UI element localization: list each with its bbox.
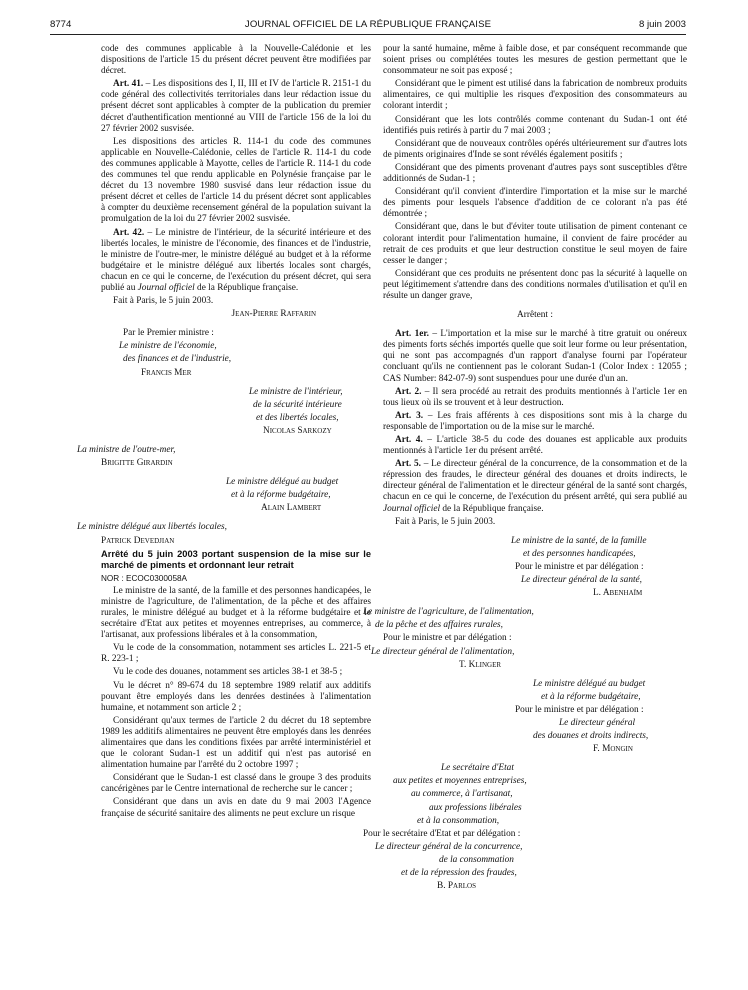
sig-pme-title: et à la consommation, xyxy=(417,815,500,826)
page-number: 8774 xyxy=(50,19,72,30)
article-4 xyxy=(383,435,687,457)
article-label: Art. 42. xyxy=(113,227,145,238)
sig-pme-title: Le secrétaire d'Etat xyxy=(441,763,514,774)
sig-douane-director: Le directeur général xyxy=(559,717,636,728)
sig-pme-title: au commerce, à l'artisanat, xyxy=(411,789,513,800)
article-label: Art. 41. xyxy=(113,79,144,90)
header-rule xyxy=(50,34,686,35)
article-3 xyxy=(383,411,687,433)
sig-om-title: La ministre de l'outre-mer, xyxy=(77,445,176,455)
sig-agri-director: Le directeur général de l'alimentation, xyxy=(371,646,515,657)
paragraph: pour la santé humaine, même à faible dose, et par conséquent recommande que soient prises ou complétées toutes les mesures de gestion permettant que le consommateur ne soit pas exposé ; xyxy=(383,44,687,77)
sig-int-title: et des libertés locales, xyxy=(256,412,339,423)
journal-officiel-ref: Journal officiel xyxy=(137,282,195,293)
article-2 xyxy=(383,387,687,409)
visa: Vu le décret n° 89-674 du 18 septembre 1989 relatif aux additifs pouvant être employés dans les denrées destinées à l'alimentation humaine, et notamment son article 2 ; xyxy=(101,680,371,713)
fait-a-paris: Fait à Paris, le 5 juin 2003. xyxy=(395,516,496,527)
journal-officiel-ref: Journal officiel xyxy=(383,503,441,514)
fait-a-paris: Fait à Paris, le 5 juin 2003. xyxy=(113,296,214,307)
considerant: Considérant que ces produits ne présentent donc pas la sécurité à laquelle on peut légitimement s'attendre dans des conditions normales d'utilisation et qu'il en résulte un danger grave, xyxy=(383,268,687,301)
sig-douane-delegation: Pour le ministre et par délégation : xyxy=(515,704,644,715)
considerant: Considérant qu'il convient d'interdire l'importation et la mise sur le marché des piments pour lesquels l'absence d'addition de ce colorant n'a pas été démontrée ; xyxy=(383,187,687,220)
sig-bud-name: Alain Lambert xyxy=(261,503,322,514)
sig-int-title: Le ministre de l'intérieur, xyxy=(249,386,343,397)
article-42 xyxy=(101,228,371,295)
sig-pme-director: de la consommation xyxy=(439,854,514,865)
considerant: Considérant que le piment est utilisé dans la fabrication de nombreux produits alimentaires, ce qui multiplie les risques d'exposition des consommateurs au colorant interdit ; xyxy=(383,79,687,112)
article-text: – Les frais afférents à ces dispositions sont mis à la charge du responsable de l'importation ou de la mise sur le marché. xyxy=(383,410,687,432)
article-label: Art. 2. xyxy=(395,386,422,397)
page-header xyxy=(50,19,686,35)
sig-pme-director: et de la répression des fraudes, xyxy=(401,868,517,878)
sig-sante-title: Le ministre de la santé, de la famille xyxy=(511,535,647,546)
sig-eco-title: Le ministre de l'économie, xyxy=(119,341,217,352)
sig-bud-title: et à la réforme budgétaire, xyxy=(231,490,331,501)
sig-douane-title: Le ministre délégué au budget xyxy=(533,678,646,689)
sig-int-title: de la sécurité intérieure xyxy=(253,399,342,410)
article-text-end: de la République française. xyxy=(440,503,544,514)
article-text: – Le directeur général de la concurrence, de la consommation et de la répression des fraudes, le directeur général des douanes et droits indirects, le directeur général de l'alimentation et le directeur général de la santé sont chargés, chacun en ce qui le concerne, de l'exécution du présent arrêté, qui sera publié au xyxy=(383,459,687,503)
sig-pme-delegation: Pour le secrétaire d'Etat et par délégation : xyxy=(363,828,521,839)
right-column xyxy=(363,44,687,894)
sig-bud-title: Le ministre délégué au budget xyxy=(226,477,339,488)
sig-pme-title: aux professions libérales xyxy=(429,802,522,813)
sig-sante-delegation: Pour le ministre et par délégation : xyxy=(515,561,644,572)
article-text-end: de la République française. xyxy=(194,282,299,293)
considerant: Considérant que les lots contrôlés comme contenant du Sudan-1 ont été identifiés puis retirés à partir du 7 mai 2003 ; xyxy=(383,114,687,136)
paragraph: Les dispositions des articles R. 114-1 du code des communes applicable en Nouvelle-Calédonie, celles de l'article R. 114-1 du code des communes applicable à Mayotte, celles de l'article R. 114-1 du code des communes tel que rendu applicable en Polynésie française par le décret du 13 novembre 1980 susvisé dans leur rédaction issue du présent décret et celles de l'article 14 du présent décret sont applicables à compter du deuxième recensement général de la population suivant la promulgation de la loi du 27 février 2002 susvisée. xyxy=(101,136,371,225)
preamble: Le ministre de la santé, de la famille et des personnes handicapées, le ministre de l'agriculture, de l'alimentation, de la pêche et des affaires rurales, le ministre délégué au budget et à la réforme budgétaire et le secrétaire d'Etat aux petites et moyennes entreprises, au commerce, à l'artisanat, aux professions libérales et à la consommation, xyxy=(101,585,371,641)
journal-title: JOURNAL OFFICIEL DE LA RÉPUBLIQUE FRANÇAISE xyxy=(244,19,492,30)
left-column xyxy=(77,44,371,822)
article-label: Art. 1er. xyxy=(395,329,429,340)
article-text: – Il sera procédé au retrait des produits mentionnés à l'article 1er en tous lieux où ils se trouvent et à leur destruction. xyxy=(383,386,687,408)
considerant: Considérant que, dans le but d'éviter toute utilisation de piment contenant ce colorant interdit pour l'alimentation humaine, il convient de faire procéder au retrait de ces produits et que leur destruction constitue le seul moyen de faire cesser le danger ; xyxy=(383,222,687,266)
sig-pme-director: Le directeur général de la concurrence, xyxy=(375,841,523,852)
considerant: Considérant qu'aux termes de l'article 2 du décret du 18 septembre 1989 les additifs alimentaires ne peuvent être employés dans les denrées alimentaires que dans les conditions fixées par arrêté interministériel et que le colorant Sudan-1 est un additif qui n'est pas autorisé en alimentation humaine par l'arrêté du 2 octobre 1997 ; xyxy=(101,715,371,771)
sig-sante-name: L. Abenhaïm xyxy=(593,588,643,599)
par-premier-ministre: Par le Premier ministre : xyxy=(123,328,214,339)
article-label: Art. 5. xyxy=(395,459,421,470)
considerant: Considérant que le Sudan-1 est classé dans le groupe 3 des produits cancérigènes par le Centre international de recherche sur le cancer ; xyxy=(101,773,371,795)
visa: Vu le code de la consommation, notamment ses articles L. 221-5 et R. 223-1 ; xyxy=(101,643,371,665)
arretent: Arrêtent : xyxy=(517,310,553,321)
considerant: Considérant que des piments provenant d'autres pays sont susceptibles d'être additionnés de Sudan-1 ; xyxy=(383,162,687,185)
article-1 xyxy=(383,329,687,384)
sig-agri-title: de la pêche et des affaires rurales, xyxy=(375,620,503,631)
sig-lib-title: Le ministre délégué aux libertés locales, xyxy=(77,522,227,533)
sig-om-name: Brigitte Girardin xyxy=(101,458,173,469)
considerant: Considérant que dans un avis en date du 9 mai 2003 l'Agence française de sécurité sanitaire des aliments ne peut exclure un risque xyxy=(101,797,371,819)
sig-pme-title: aux petites et moyennes entreprises, xyxy=(393,776,527,787)
article-41 xyxy=(101,79,371,134)
signature-raffarin: Jean-Pierre Raffarin xyxy=(231,309,316,320)
article-text: – Le ministre de l'intérieur, de la sécurité intérieure et des libertés locales, le ministre de l'économie, des finances et de l'industrie, le ministre de l'outre-mer, le ministre délégué au budget et à la réforme budgétaire et le ministre délégué aux libertés locales sont chargés, chacun en ce qui le concerne, de l'exécution du présent décret, qui sera publié au xyxy=(101,227,371,293)
sig-sante-director: Le directeur général de la santé, xyxy=(521,575,643,586)
visa: Vu le code des douanes, notamment ses articles 38-1 et 38-5 ; xyxy=(113,667,343,678)
article-5 xyxy=(383,459,687,514)
sig-agri-name: T. Klinger xyxy=(459,659,502,670)
sig-douane-name: F. Mongin xyxy=(593,744,633,755)
sig-douane-director: des douanes et droits indirects, xyxy=(533,731,649,742)
sig-eco-name: Francis Mer xyxy=(141,367,192,378)
sig-agri-title: Le ministre de l'agriculture, de l'alimentation, xyxy=(363,607,534,618)
article-text: – L'article 38-5 du code des douanes est applicable aux produits mentionnés à l'article 1er du présent arrêté. xyxy=(383,435,687,457)
sig-douane-title: et à la réforme budgétaire, xyxy=(541,691,641,702)
paragraph: code des communes applicable à la Nouvelle-Calédonie et les dispositions de l'article 15 du présent décret peuvent être modifiées par décret. xyxy=(101,44,371,77)
sig-lib-name: Patrick Devedjian xyxy=(101,535,175,546)
issue-date: 8 juin 2003 xyxy=(639,19,686,30)
article-text: – L'importation et la mise sur le marché à titre gratuit ou onéreux des piments forts séchés importés quelle que soit leur forme ou leur présentation, qui ne sont pas accompagnés d'un rapport d'analyse fourni par l'opérateur concluant qu'ils ne contiennent pas le colorant Sudan-1 (Color Index : 12055 ; CAS Number: 842-07-9) sont suspendues pour une durée d'un an. xyxy=(383,329,687,384)
article-label: Art. 3. xyxy=(395,410,424,421)
sig-agri-delegation: Pour le ministre et par délégation : xyxy=(383,633,512,644)
article-label: Art. 4. xyxy=(395,435,423,445)
sig-eco-title: des finances et de l'industrie, xyxy=(123,354,232,365)
sig-sante-title: et des personnes handicapées, xyxy=(523,548,636,559)
considerant: Considérant que de nouveaux contrôles opérés ultérieurement sur d'autres lots de piments originaires d'Inde se sont révélés également positifs ; xyxy=(383,138,687,160)
sig-pme-name: B. Parlos xyxy=(437,881,476,892)
arrete-title: Arrêté du 5 juin 2003 portant suspension de la mise sur le marché de piments et ordonnant leur retrait xyxy=(101,548,371,570)
article-text: – Les dispositions des I, II, III et IV de l'article R. 2151-1 du code général des collectivités territoriales dans leur rédaction issue du présent décret sont applicables à compter de la publication du premier décret d'authentification mentionné au VIII de l'article 156 de la loi du 27 février 2002 susvisée. xyxy=(101,79,371,134)
sig-int-name: Nicolas Sarkozy xyxy=(263,425,332,436)
nor-reference: NOR : ECOC0300058A xyxy=(101,573,188,583)
